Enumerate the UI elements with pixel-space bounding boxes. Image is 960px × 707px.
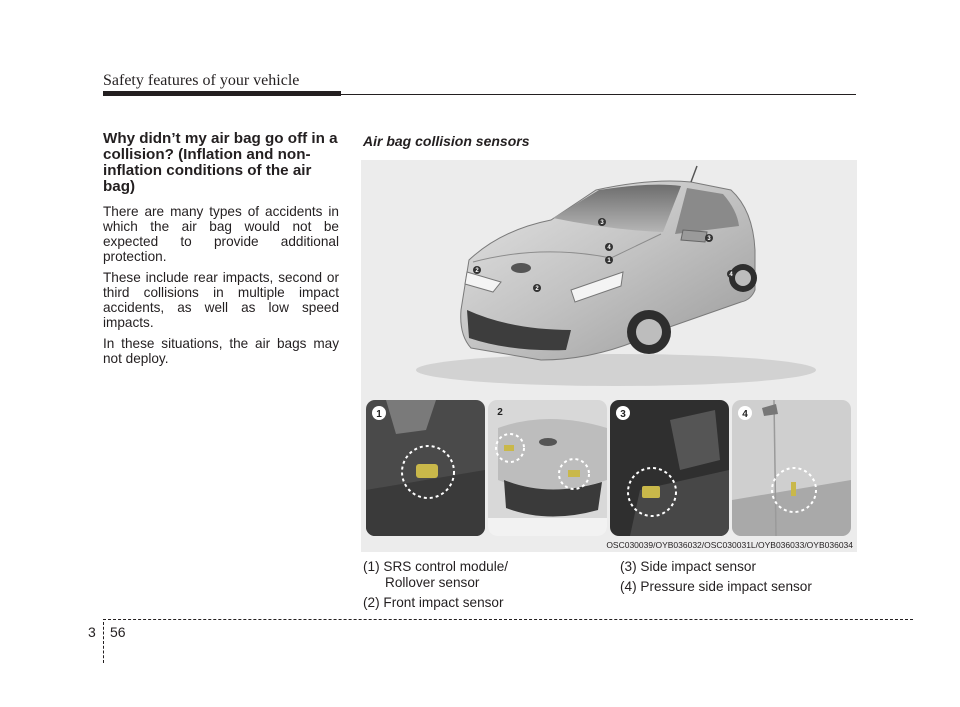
header-rule-accent bbox=[103, 91, 341, 96]
section-title: Air bag collision sensors bbox=[363, 133, 530, 149]
sensor-figure bbox=[361, 160, 857, 552]
thumb-pressure-sensor bbox=[732, 400, 851, 536]
thumb-label: 3 bbox=[620, 409, 626, 420]
marker-text: 4 bbox=[729, 272, 733, 278]
legend-item-2: (2) Front impact sensor bbox=[363, 595, 504, 610]
chapter-number: 3 bbox=[88, 624, 96, 640]
thumb-label: 4 bbox=[742, 409, 748, 420]
footer-rule bbox=[103, 619, 913, 620]
legend-item-1-cont: Rollover sensor bbox=[385, 575, 480, 590]
marker-text: 4 bbox=[607, 245, 611, 251]
thumb-side-sensor bbox=[610, 400, 729, 536]
paragraph-1: There are many types of accidents in which the air bag would not be expected to provide additional protection. bbox=[103, 204, 339, 264]
thumb-front-sensor bbox=[488, 400, 607, 536]
marker-text: 1 bbox=[607, 258, 611, 264]
legend-left bbox=[363, 559, 508, 611]
marker-text: 3 bbox=[600, 220, 604, 226]
legend-item-4: (4) Pressure side impact sensor bbox=[620, 579, 812, 594]
page-number: 56 bbox=[110, 624, 126, 640]
marker-text: 2 bbox=[535, 286, 539, 292]
thumb-srs-module bbox=[366, 400, 485, 536]
footer-divider bbox=[103, 622, 104, 663]
marker-text: 2 bbox=[475, 268, 479, 274]
paragraph-2: These include rear impacts, second or third collisions in multiple impact accidents, as well as low speed impacts. bbox=[103, 270, 339, 330]
legend-item-1: (1) SRS control module/ bbox=[363, 559, 509, 574]
thumb-label: 2 bbox=[497, 407, 503, 418]
paragraph-3: In these situations, the air bags may not deploy. bbox=[103, 336, 339, 366]
thumb-label: 1 bbox=[376, 409, 382, 420]
figure-code: OSC030039/OYB036032/OSC030031L/OYB036033/OYB036034 bbox=[606, 540, 853, 550]
question-heading: Why didn’t my air bag go off in a collision? (Inflation and non-inflation conditions of the air bag) bbox=[103, 130, 338, 195]
marker-text: 3 bbox=[707, 236, 711, 242]
left-column bbox=[103, 131, 339, 372]
car-illustration bbox=[361, 160, 857, 395]
legend-right bbox=[620, 559, 812, 595]
running-header: Safety features of your vehicle bbox=[103, 72, 300, 89]
legend-item-3: (3) Side impact sensor bbox=[620, 559, 756, 574]
